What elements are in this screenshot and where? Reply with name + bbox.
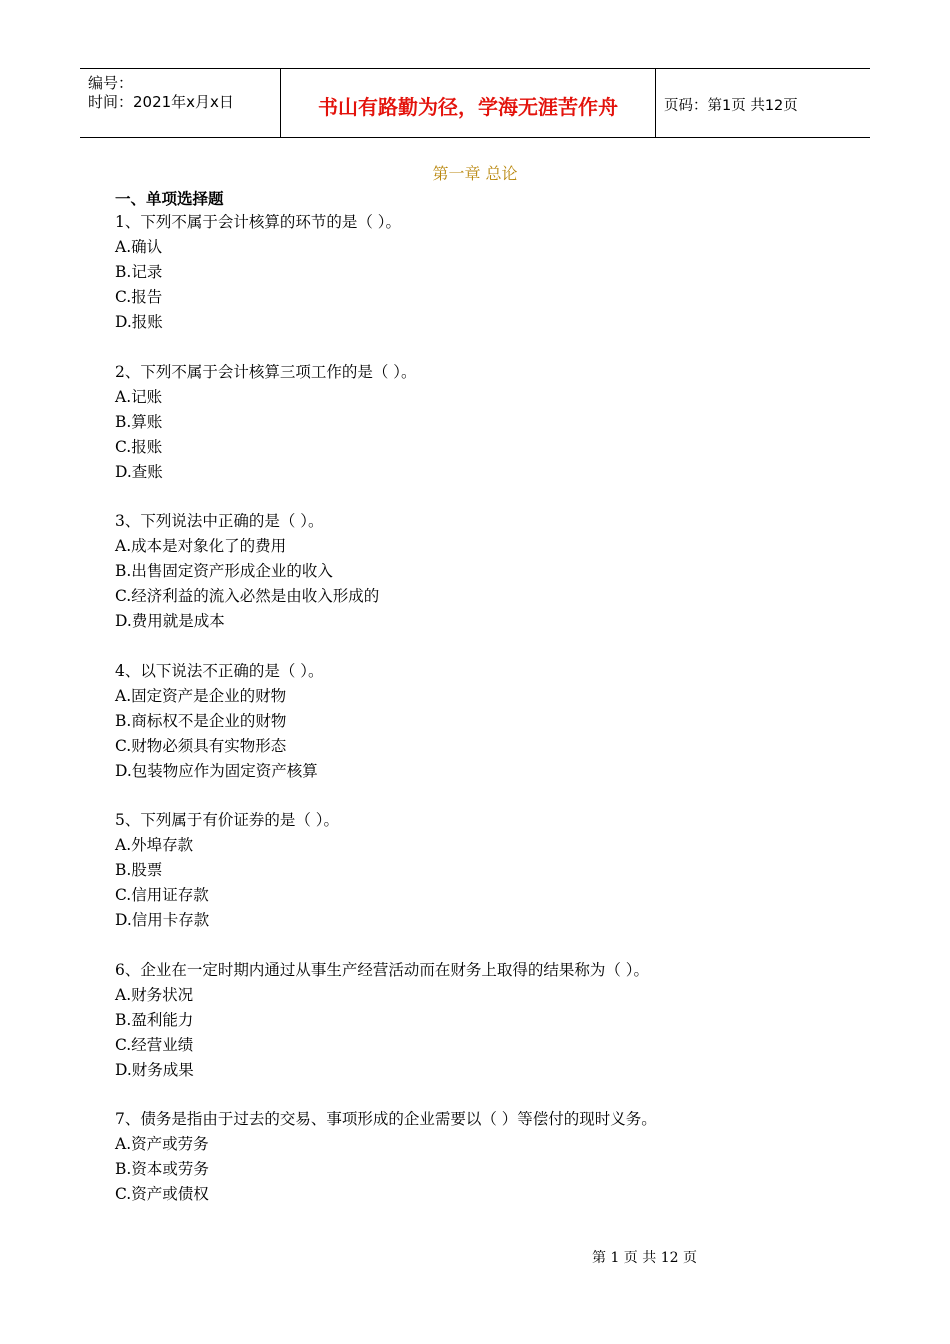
question-option: A.成本是对象化了的费用	[115, 537, 287, 555]
question-option: C.资产或债权	[115, 1185, 209, 1203]
section-title: 一、单项选择题	[115, 189, 224, 208]
question-option: D.报账	[115, 313, 163, 331]
question-option: C.报账	[115, 437, 163, 456]
question-option: C.经营业绩	[115, 1035, 194, 1054]
question-option: D.信用卡存款	[115, 911, 210, 929]
time-label: 时间：2021年x月x日	[88, 93, 234, 111]
question-stem: 5、下列属于有价证券的是（ ）。	[115, 811, 340, 829]
chapter-title: 第一章 总论	[432, 164, 518, 183]
question-option: D.包装物应作为固定资产核算	[115, 761, 318, 780]
number-label: 编号：	[88, 74, 134, 92]
question-option: D.费用就是成本	[115, 612, 225, 630]
question-option: B.盈利能力	[115, 1010, 194, 1029]
question-option: D.财务成果	[115, 1060, 194, 1079]
question-stem: 4、以下说法不正确的是（ ）。	[115, 661, 324, 680]
question-option: A.财务状况	[115, 985, 194, 1004]
question-option: A.资产或劳务	[115, 1135, 209, 1153]
question-option: A.确认	[115, 238, 163, 256]
question-option: C.经济利益的流入必然是由收入形成的	[115, 587, 380, 605]
question-option: D.查账	[115, 462, 163, 481]
question-option: C.信用证存款	[115, 886, 209, 904]
header-middle-cell	[280, 69, 656, 137]
question-stem: 3、下列说法中正确的是（ ）。	[115, 512, 324, 530]
header-left-cell	[80, 69, 280, 137]
question-option: A.固定资产是企业的财物	[115, 686, 287, 705]
question-option: C.财物必须具有实物形态	[115, 736, 287, 755]
question-option: B.商标权不是企业的财物	[115, 711, 287, 730]
question-option: B.记录	[115, 263, 163, 281]
motto: 书山有路勤为径，学海无涯苦作舟	[318, 95, 618, 119]
question-option: A.记账	[115, 387, 163, 406]
question-option: B.股票	[115, 861, 163, 879]
question-stem: 1、下列不属于会计核算的环节的是（ ）。	[115, 213, 402, 231]
question-option: C.报告	[115, 288, 163, 306]
page-footer: 第 1 页 共 12 页	[592, 1250, 697, 1266]
question-option: B.出售固定资产形成企业的收入	[115, 562, 333, 580]
question-stem: 2、下列不属于会计核算三项工作的是（ ）。	[115, 362, 417, 381]
question-stem: 7、债务是指由于过去的交易、事项形成的企业需要以（ ）等偿付的现时义务。	[115, 1110, 657, 1128]
page-info: 页码：第1页 共12页	[664, 98, 798, 114]
question-option: A.外埠存款	[115, 836, 194, 854]
header-table	[80, 68, 870, 138]
question-option: B.资本或劳务	[115, 1160, 209, 1178]
question-option: B.算账	[115, 412, 163, 431]
header-right-cell	[656, 69, 870, 137]
question-stem: 6、企业在一定时期内通过从事生产经营活动而在财务上取得的结果称为（ ）。	[115, 960, 650, 979]
